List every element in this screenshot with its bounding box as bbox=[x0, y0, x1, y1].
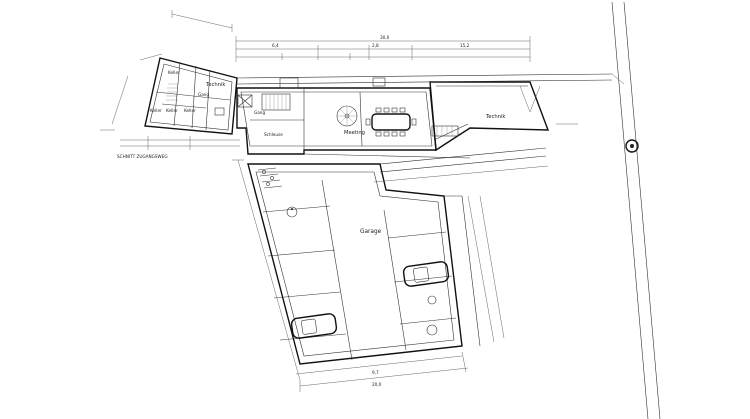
dim-bottom-segment: 9,7 bbox=[372, 370, 379, 375]
dim-top-segment-b: 2,8 bbox=[372, 43, 379, 48]
spiral-stair bbox=[337, 106, 357, 126]
left-parking-bays bbox=[263, 180, 352, 360]
car-left bbox=[291, 313, 337, 339]
room-meeting: Meeting bbox=[344, 130, 365, 136]
left-wing-cellars bbox=[145, 58, 237, 134]
bicycle-rack bbox=[258, 168, 282, 188]
room-garage: Garage bbox=[360, 229, 382, 235]
room-keller-4: Keller bbox=[184, 108, 196, 113]
skylight-box bbox=[373, 78, 385, 86]
right-parking-bays bbox=[384, 210, 456, 350]
meeting-table bbox=[366, 108, 416, 136]
room-technik-right: Technik bbox=[486, 114, 506, 120]
room-gang-mid: Gang bbox=[254, 110, 266, 115]
room-schleuse: Schleuse bbox=[264, 132, 283, 137]
room-keller-1: Keller bbox=[168, 70, 180, 75]
wheelchair-icon bbox=[287, 207, 297, 217]
ev-charging-icon bbox=[427, 296, 437, 335]
cellar-door-box bbox=[215, 108, 224, 115]
right-technik-wing bbox=[430, 82, 578, 150]
garage-dimension-lines bbox=[232, 160, 504, 392]
dim-bottom-overall: 20,0 bbox=[372, 382, 382, 387]
room-technik-left: Technik bbox=[206, 82, 226, 88]
note-label: SCHNITT ZUGANGSWEG bbox=[117, 154, 168, 159]
room-gang-upper: Gang bbox=[198, 92, 210, 97]
car-right bbox=[403, 261, 449, 287]
dim-top-segment-a: 6,4 bbox=[272, 43, 279, 48]
room-keller-3: Keller bbox=[166, 108, 178, 113]
central-stair bbox=[262, 94, 290, 110]
dim-top-segment-c: 15,2 bbox=[460, 43, 470, 48]
central-block bbox=[237, 78, 436, 154]
stair-hatch-left bbox=[166, 84, 178, 100]
dim-top-overall: 30,0 bbox=[380, 35, 390, 40]
top-dimension-lines bbox=[172, 10, 530, 62]
stair-access-box bbox=[280, 78, 298, 88]
room-keller-2: Keller bbox=[150, 108, 162, 113]
road-lines bbox=[237, 2, 660, 419]
